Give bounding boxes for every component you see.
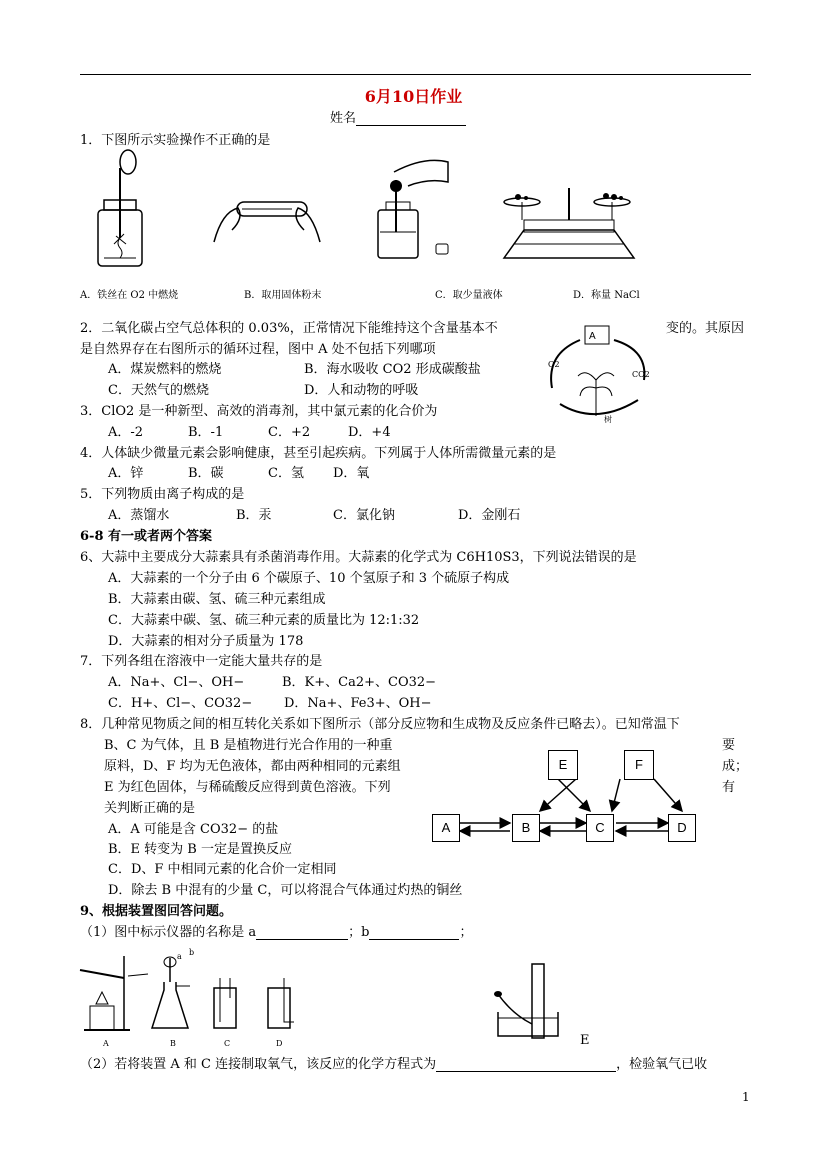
q2-line2: 是自然界存在右图所示的循环过程，图中 A 处不包括下列哪项 (80, 342, 436, 357)
q4-option-b: B．碳 (188, 466, 224, 481)
node-c: C (586, 814, 614, 842)
cycle-label-o2: O2 (548, 360, 560, 369)
figure-dropper-liquid (374, 152, 454, 262)
q1-caption-d: D．称量 NaCl (573, 290, 640, 301)
figure-balance (494, 180, 644, 260)
q3-option-c: C．+2 (268, 425, 311, 440)
apparatus-label-a: A (103, 1039, 109, 1048)
q7-option-d: D．Na+、Fe3+、OH− (284, 696, 432, 711)
q9-sub1-text-a: （1）图中标示仪器的名称是 a (80, 925, 257, 940)
q2-option-c: C．天然气的燃烧 (108, 383, 209, 398)
q9-sub1 (80, 921, 473, 940)
name-field (330, 107, 466, 126)
q6-option-c: C．大蒜素中碳、氢、硫三种元素的质量比为 12:1:32 (108, 613, 420, 628)
q4-stem: 4．人体缺少微量元素会影响健康，甚至引起疾病。下列属于人体所需微量元素的是 (80, 446, 557, 461)
q9-sub2-text-a: （2）若将装置 A 和 C 连接制取氧气，该反应的化学方程式为 (80, 1057, 437, 1072)
q8-option-d: D．除去 B 中混有的少量 C，可以将混合气体通过灼热的铜丝 (108, 883, 463, 898)
q1-caption-b: B．取用固体粉末 (244, 290, 322, 301)
q8-line3-a: 原料，D、F 均为无色液体，都由两种相同的元素组 (104, 759, 401, 774)
q2-option-a: A．煤炭燃料的燃烧 (108, 362, 222, 377)
apparatus-label-b: B (170, 1039, 176, 1048)
q1-caption-a: A．铁丝在 O2 中燃烧 (80, 290, 179, 301)
q3-stem: 3．ClO2 是一种新型、高效的消毒剂，其中氯元素的化合价为 (80, 404, 438, 419)
cycle-label-co2: CO2 (632, 370, 650, 379)
node-e: E (548, 750, 578, 780)
page-title: 6月10日作业 (364, 87, 463, 106)
cycle-label-a: A (589, 331, 596, 342)
node-d: D (668, 814, 696, 842)
q6-option-d: D．大蒜素的相对分子质量为 178 (108, 634, 304, 649)
q2-option-d: D．人和动物的呼吸 (304, 383, 419, 398)
apparatus-label-e: E (580, 1033, 590, 1048)
figure-apparatus-e (488, 960, 568, 1042)
node-f: F (624, 750, 654, 780)
q8-line4-a: E 为红色固体，与稀硫酸反应得到黄色溶液。下列 (104, 780, 391, 795)
apparatus-label-d: D (276, 1039, 283, 1048)
name-blank[interactable] (356, 111, 466, 126)
q5-stem: 5．下列物质由离子构成的是 (80, 487, 245, 502)
q8-line1: 8．几种常见物质之间的相互转化关系如下图所示（部分反应物和生成物及反应条件已略去）。已知常温下 (80, 717, 680, 732)
q9-sub1-text-b: ；b (348, 925, 370, 940)
q6-option-a: A．大蒜素的一个分子由 6 个碳原子、10 个氢原子和 3 个硫原子构成 (108, 571, 510, 586)
section-heading: 6-8 有一或者两个答案 (80, 529, 213, 544)
figure-apparatus-a-to-d (78, 948, 318, 1036)
q8-line2-a: B、C 为气体，且 B 是植物进行光合作用的一种重 (104, 738, 393, 753)
q2-line1-a: 2．二氧化碳占空气总体积的 0.03%，正常情况下能维持这个含量基本不 (80, 321, 498, 336)
page-number: 1 (742, 1090, 750, 1104)
q5-option-d: D．金刚石 (458, 508, 521, 523)
q9-stem: 9、根据装置图回答问题。 (80, 904, 233, 919)
q9-sub1-text-c: ； (459, 925, 473, 940)
header-rule (80, 74, 751, 75)
q3-option-d: D．+4 (348, 425, 391, 440)
label-b-marker: b (189, 948, 195, 957)
q8-line5: 关判断正确的是 (104, 801, 196, 816)
q8-line2-b: 要 (722, 738, 736, 753)
q8-option-b: B．E 转变为 B 一定是置换反应 (108, 842, 292, 857)
q8-option-c: C．D、F 中相同元素的化合价一定相同 (108, 862, 337, 877)
q6-option-b: B．大蒜素由碳、氢、硫三种元素组成 (108, 592, 326, 607)
cycle-label-tree: 树 (604, 415, 612, 424)
node-b: B (512, 814, 540, 842)
node-a: A (432, 814, 460, 842)
q7-option-c: C．H+、Cl−、CO32− (108, 696, 253, 711)
q9-sub2-text-b: ，检验氧气已收 (616, 1057, 708, 1072)
q9-sub2 (80, 1053, 707, 1072)
label-a-marker: a (177, 952, 182, 961)
q3-option-a: A．-2 (108, 425, 144, 440)
q1-caption-c: C．取少量液体 (435, 290, 503, 301)
answer-blank-b[interactable] (369, 925, 459, 940)
q8-line4-b: 有 (722, 780, 736, 795)
equation-blank[interactable] (436, 1057, 616, 1072)
q3-option-b: B．-1 (188, 425, 224, 440)
q2-option-b: B．海水吸收 CO2 形成碳酸盐 (304, 362, 481, 377)
q1-stem: 1．下图所示实验操作不正确的是 (80, 133, 271, 148)
q4-option-c: C．氢 (268, 466, 304, 481)
q4-option-d: D．氧 (333, 466, 370, 481)
answer-blank-a[interactable] (256, 925, 348, 940)
name-label: 姓名 (330, 111, 357, 126)
q8-option-a: A．A 可能是含 CO32− 的盐 (108, 822, 279, 837)
figure-iron-wire-burning (90, 148, 150, 268)
q5-option-a: A．蒸馏水 (108, 508, 170, 523)
q4-option-a: A．锌 (108, 466, 144, 481)
q6-stem: 6、大蒜中主要成分大蒜素具有杀菌消毒作用。大蒜素的化学式为 C6H10S3，下列说法错误的是 (80, 550, 637, 565)
q7-option-a: A．Na+、Cl−、OH− (108, 675, 245, 690)
q5-option-c: C．氯化钠 (333, 508, 395, 523)
q7-option-b: B．K+、Ca2+、CO32− (282, 675, 437, 690)
q7-stem: 7．下列各组在溶液中一定能大量共存的是 (80, 654, 323, 669)
q5-option-b: B．汞 (236, 508, 272, 523)
q2-line1-b: 变的。其原因 (666, 321, 745, 336)
figure-powder-test-tube (212, 180, 322, 250)
apparatus-label-c: C (224, 1039, 231, 1048)
q8-line3-b: 成； (722, 759, 749, 774)
